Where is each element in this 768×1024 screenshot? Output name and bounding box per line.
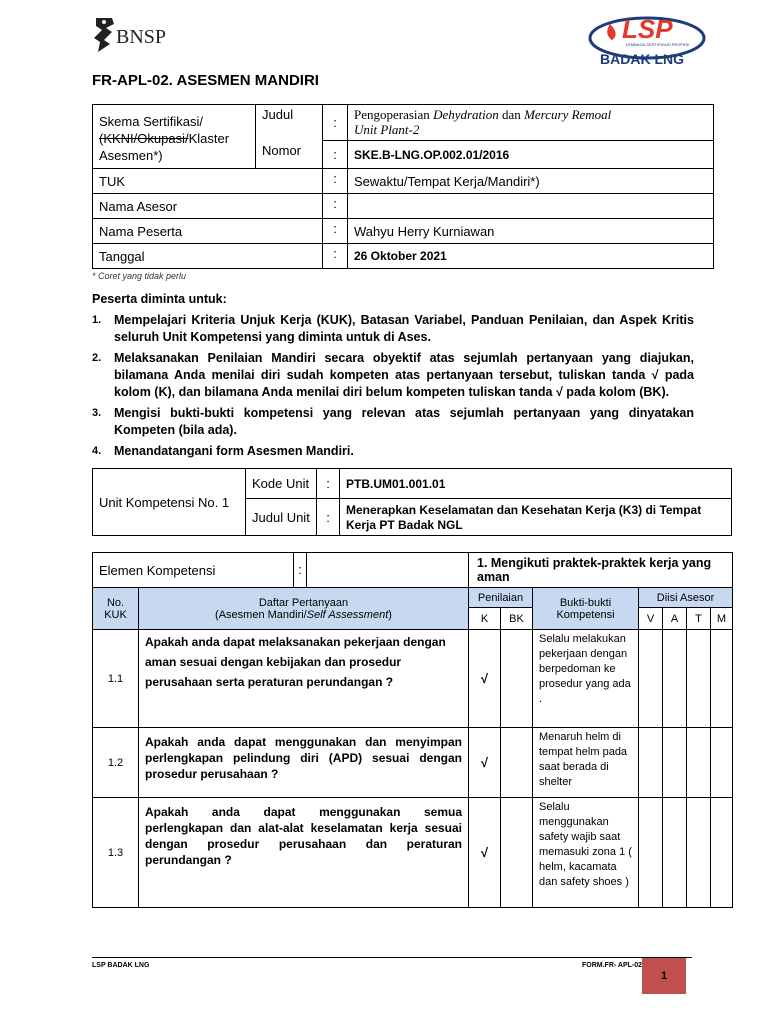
row-no: 1.1 <box>93 630 139 728</box>
lsp-logo <box>588 14 706 70</box>
peserta-colon: : <box>323 219 348 244</box>
col-k-header: K <box>469 608 501 630</box>
asesor-colon: : <box>323 194 348 219</box>
nomor-label: Nomor <box>256 141 323 169</box>
tuk-colon: : <box>323 169 348 194</box>
judul-unit-colon: : <box>317 499 340 536</box>
tuk-value: Sewaktu/Tempat Kerja/Mandiri*) <box>348 169 714 194</box>
judul-unit-label: Judul Unit <box>246 499 317 536</box>
col-t-header: T <box>687 608 711 630</box>
page-number-box <box>642 958 686 994</box>
col-a-header: A <box>663 608 687 630</box>
row-m <box>711 728 733 798</box>
kode-value: PTB.UM01.001.01 <box>340 469 732 499</box>
row-question: Apakah anda dapat menggunakan dan menyimpan perlengkapan pelindung diri (APD) sesuai dengan prosedur perusahaan ? <box>139 728 469 798</box>
tuk-label: TUK <box>93 169 323 194</box>
elemen-label-cell <box>93 553 469 588</box>
row-k-check: √ <box>469 728 501 798</box>
row-k-check: √ <box>469 798 501 908</box>
footnote: * Coret yang tidak perlu <box>92 271 187 281</box>
row-a <box>663 798 687 908</box>
row-bk-check <box>501 728 533 798</box>
row-a <box>663 630 687 728</box>
table-row <box>93 728 733 798</box>
row-v <box>639 630 663 728</box>
footer-left: LSP BADAK LNG <box>92 962 150 969</box>
kode-label: Kode Unit <box>246 469 317 499</box>
row-no: 1.3 <box>93 798 139 908</box>
nomor-colon: : <box>323 141 348 169</box>
table-row <box>93 798 733 908</box>
tanggal-colon: : <box>323 244 348 269</box>
bnsp-emblem-icon <box>92 16 116 54</box>
lsp-logo-subtitle: BADAK LNG <box>600 51 684 67</box>
row-v <box>639 728 663 798</box>
judul-value: Pengoperasian Dehydration dan Mercury Remoal Unit Plant-2 <box>348 105 714 141</box>
row-t <box>687 798 711 908</box>
instruction-item: 3. Mengisi bukti-bukti kompetensi yang relevan atas sejumlah pertanyaan yang dinyatakan Kompeten (bila ada). <box>92 406 694 437</box>
judul-unit-value: Menerapkan Keselamatan dan Kesehatan Kerja (K3) di Tempat Kerja PT Badak NGL <box>340 499 732 536</box>
table-row <box>93 630 733 728</box>
col-v-header: V <box>639 608 663 630</box>
bnsp-logo-text: BNSP <box>116 26 167 48</box>
row-bukti: Menaruh helm di tempat helm pada saat berada di shelter <box>533 728 639 798</box>
judul-colon: : <box>323 105 348 141</box>
instruction-item: 4. Menandatangani form Asesmen Mandiri. <box>92 444 354 458</box>
footer-rule <box>92 957 692 958</box>
row-v <box>639 798 663 908</box>
row-bukti: Selalu menggunakan safety wajib saat memasuki zona 1 ( helm, kacamata dan safety shoes ) <box>533 798 639 908</box>
row-a <box>663 728 687 798</box>
unit-table <box>92 468 732 536</box>
peserta-value: Wahyu Herry Kurniawan <box>348 219 714 244</box>
tanggal-label: Tanggal <box>93 244 323 269</box>
col-bukti-header: Bukti-bukti Kompetensi <box>533 588 639 630</box>
row-m <box>711 798 733 908</box>
elemen-label: Elemen Kompetensi <box>99 562 216 578</box>
info-table <box>92 104 714 269</box>
col-m-header: M <box>711 608 733 630</box>
peserta-label: Nama Peserta <box>93 219 323 244</box>
col-diisi-header: Diisi Asesor <box>639 588 733 608</box>
instruction-item: 2. Melaksanakan Penilaian Mandiri secara obyektif atas sejumlah pertanyaan yang diajukan, bilamana Anda menilai diri sudah kompeten atas pertanyaan tersebut, tuliskan tanda √ pada kolom (K), dan bilamana Anda menilai diri belum kompeten tuliskan tanda √ pada kolom (BK). <box>92 351 694 399</box>
instructions-intro: Peserta diminta untuk: <box>92 292 227 306</box>
col-no-header: No. KUK <box>93 588 139 630</box>
asesor-label: Nama Asesor <box>93 194 323 219</box>
row-bk-check <box>501 630 533 728</box>
row-bukti: Selalu melakukan pekerjaan dengan berpedoman ke prosedur yang ada . <box>533 630 639 728</box>
instruction-item: 1. Mempelajari Kriteria Unjuk Kerja (KUK), Batasan Variabel, Panduan Penilaian, dan Aspek Kritis seluruh Unit Kompetensi yang diminta untuk di Ases. <box>92 313 694 344</box>
unit-label: Unit Kompetensi No. 1 <box>93 469 246 536</box>
elemen-value: 1. Mengikuti praktek-praktek kerja yang aman <box>469 553 733 588</box>
col-penilaian-header: Penilaian <box>469 588 533 608</box>
row-bk-check <box>501 798 533 908</box>
row-m <box>711 630 733 728</box>
lsp-logo-small: LEMBAGA SERTIFIKASI PROFESI <box>626 42 690 47</box>
kode-colon: : <box>317 469 340 499</box>
row-question: Apakah anda dapat melaksanakan pekerjaan dengan aman sesuai dengan kebijakan dan prosedur perusahaan serta peraturan perundangan ? <box>139 630 469 728</box>
row-question: Apakah anda dapat menggunakan semua perlengkapan dan alat-alat keselamatan kerja sesuai dengan prosedur perusahaan dan peraturan perundangan ? <box>139 798 469 908</box>
lsp-logo-text: LSP <box>622 14 673 44</box>
bnsp-logo <box>92 16 172 56</box>
element-table <box>92 552 733 908</box>
page-number: 1 <box>660 970 668 982</box>
form-title: FR-APL-02. ASESMEN MANDIRI <box>92 72 319 89</box>
judul-label: Judul <box>256 105 323 141</box>
row-t <box>687 728 711 798</box>
asesor-value <box>348 194 714 219</box>
footer-right: FORM.FR- APL-02 <box>582 962 643 969</box>
instructions-list <box>92 312 694 464</box>
col-daftar-header: Daftar Pertanyaan (Asesmen Mandiri/Self Assessment) <box>139 588 469 630</box>
tanggal-value: 26 Oktober 2021 <box>348 244 714 269</box>
elemen-colon: : <box>293 553 307 587</box>
row-no: 1.2 <box>93 728 139 798</box>
row-k-check: √ <box>469 630 501 728</box>
nomor-value: SKE.B-LNG.OP.002.01/2016 <box>348 141 714 169</box>
col-bk-header: BK <box>501 608 533 630</box>
skema-label: Skema Sertifikasi/ (KKNI/Okupasi/Klaster Asesmen*) <box>93 105 256 169</box>
row-t <box>687 630 711 728</box>
